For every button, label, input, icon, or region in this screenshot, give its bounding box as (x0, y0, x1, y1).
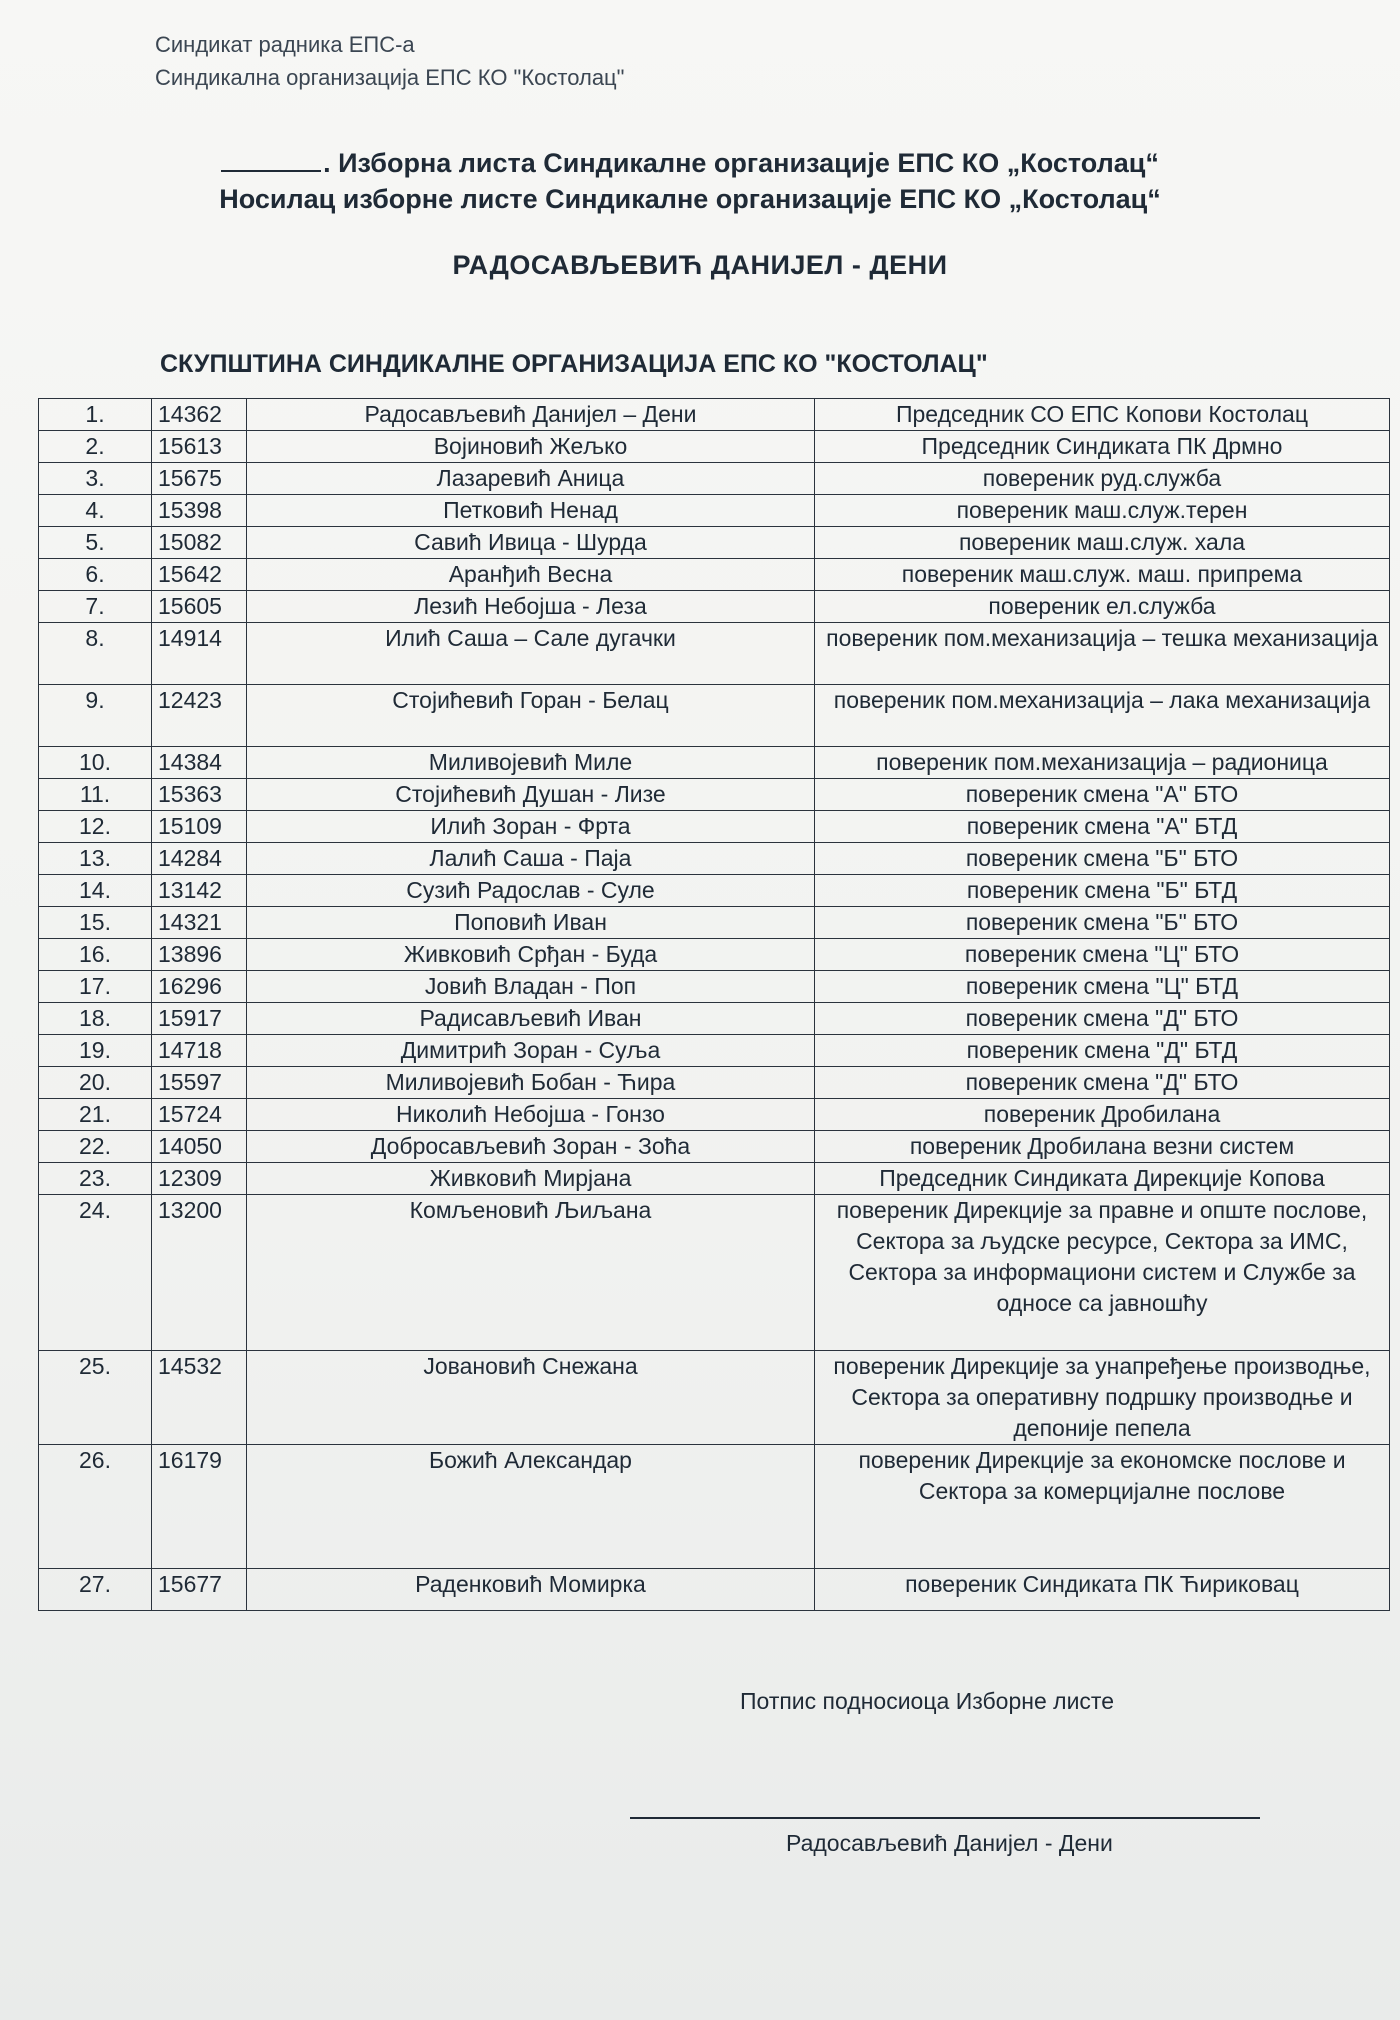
election-list-title-text: . Изборна листа Синдикалне организације ЕПС КО „Костолац“ (323, 148, 1159, 178)
member-id: 15613 (152, 431, 247, 463)
member-role: повереник Дирекције за економске послове и Сектора за комерцијалне послове (815, 1445, 1390, 1569)
member-role: Председник СО ЕПС Копови Костолац (815, 399, 1390, 431)
row-number: 2. (39, 431, 152, 463)
signature-name: Радосављевић Данијел - Дени (786, 1830, 1113, 1856)
table-row (39, 1195, 1390, 1351)
row-number: 26. (39, 1445, 152, 1569)
member-role: повереник смена "А" БТО (815, 779, 1390, 811)
member-name: Илић Зоран - Фрта (247, 811, 815, 843)
member-name: Сузић Радослав - Суле (247, 875, 815, 907)
row-number: 3. (39, 463, 152, 495)
member-id: 15724 (152, 1099, 247, 1131)
member-role: повереник ел.служба (815, 591, 1390, 623)
member-role: повереник маш.служ. маш. припрема (815, 559, 1390, 591)
member-id: 15677 (152, 1569, 247, 1611)
row-number: 13. (39, 843, 152, 875)
row-number: 11. (39, 779, 152, 811)
row-number: 14. (39, 875, 152, 907)
member-name: Илић Саша – Сале дугачки (247, 623, 815, 685)
row-number: 12. (39, 811, 152, 843)
member-role: повереник смена "Ц" БТД (815, 971, 1390, 1003)
table-row (39, 623, 1390, 685)
member-role: повереник маш.служ. хала (815, 527, 1390, 559)
table-row (39, 1351, 1390, 1445)
member-role: повереник Дирекције за правне и опште послове, Сектора за људске ресурсе, Сектора за ИМС, Сектора за информациони систем и Службе за односе са јавношћу (815, 1195, 1390, 1351)
member-id: 16179 (152, 1445, 247, 1569)
member-role: повереник смена "Б" БТО (815, 843, 1390, 875)
row-number: 16. (39, 939, 152, 971)
org-line-organization: Синдикална организација ЕПС КО "Костолац" (155, 65, 625, 90)
row-number: 27. (39, 1569, 152, 1611)
member-id: 14914 (152, 623, 247, 685)
member-id: 14284 (152, 843, 247, 875)
member-id: 13200 (152, 1195, 247, 1351)
table-row (39, 1569, 1390, 1611)
member-role: Председник Синдиката Дирекције Копова (815, 1163, 1390, 1195)
member-name: Јовановић Снежана (247, 1351, 815, 1445)
member-id: 15675 (152, 463, 247, 495)
member-role: повереник смена "Д" БТО (815, 1003, 1390, 1035)
signature-label: Потпис подносиоца Изборне листе (740, 1688, 1114, 1714)
table-row (39, 527, 1390, 559)
table-row (39, 1067, 1390, 1099)
row-number: 1. (39, 399, 152, 431)
member-role: повереник смена "Б" БТО (815, 907, 1390, 939)
row-number: 5. (39, 527, 152, 559)
table-row (39, 1099, 1390, 1131)
table-row (39, 843, 1390, 875)
organization-header (155, 28, 624, 94)
row-number: 8. (39, 623, 152, 685)
list-leader-name: РАДОСАВЉЕВИЋ ДАНИЈЕЛ - ДЕНИ (452, 250, 948, 280)
member-role: Председник Синдиката ПК Дрмно (815, 431, 1390, 463)
row-number: 23. (39, 1163, 152, 1195)
member-role: повереник пом.механизација – тешка механизација (815, 623, 1390, 685)
table-row (39, 495, 1390, 527)
member-id: 13142 (152, 875, 247, 907)
member-name: Стојићевић Горан - Белац (247, 685, 815, 747)
row-number: 9. (39, 685, 152, 747)
table-row (39, 463, 1390, 495)
member-role: повереник пом.механизација – лака механизација (815, 685, 1390, 747)
member-id: 14050 (152, 1131, 247, 1163)
member-role: повереник маш.служ.терен (815, 495, 1390, 527)
member-name: Савић Ивица - Шурда (247, 527, 815, 559)
member-name: Добросављевић Зоран - Зоћа (247, 1131, 815, 1163)
member-name: Радисављевић Иван (247, 1003, 815, 1035)
member-name: Николић Небојша - Гонзо (247, 1099, 815, 1131)
member-id: 15597 (152, 1067, 247, 1099)
row-number: 15. (39, 907, 152, 939)
member-role: повереник Дробилана (815, 1099, 1390, 1131)
member-name: Миливојевић Бобан - Ћира (247, 1067, 815, 1099)
table-row (39, 939, 1390, 971)
row-number: 4. (39, 495, 152, 527)
row-number: 17. (39, 971, 152, 1003)
member-id: 14718 (152, 1035, 247, 1067)
table-row (39, 399, 1390, 431)
member-id: 13896 (152, 939, 247, 971)
member-role: повереник Дробилана везни систем (815, 1131, 1390, 1163)
members-table-body (39, 399, 1390, 1611)
member-id: 12423 (152, 685, 247, 747)
table-row (39, 747, 1390, 779)
list-holder-title: Носилац изборне листе Синдикалне организације ЕПС КО „Костолац“ (219, 184, 1161, 214)
member-name: Лезић Небојша - Леза (247, 591, 815, 623)
member-id: 14532 (152, 1351, 247, 1445)
member-id: 15363 (152, 779, 247, 811)
member-id: 15109 (152, 811, 247, 843)
member-id: 14362 (152, 399, 247, 431)
member-name: Живковић Мирјана (247, 1163, 815, 1195)
member-name: Раденковић Момирка (247, 1569, 815, 1611)
member-name: Поповић Иван (247, 907, 815, 939)
member-name: Миливојевић Миле (247, 747, 815, 779)
row-number: 7. (39, 591, 152, 623)
member-id: 15917 (152, 1003, 247, 1035)
table-row (39, 971, 1390, 1003)
member-name: Стојићевић Душан - Лизе (247, 779, 815, 811)
member-name: Лазаревић Аница (247, 463, 815, 495)
member-id: 16296 (152, 971, 247, 1003)
table-row (39, 1003, 1390, 1035)
member-role: повереник пом.механизација – радионица (815, 747, 1390, 779)
row-number: 10. (39, 747, 152, 779)
row-number: 20. (39, 1067, 152, 1099)
member-name: Војиновић Жељко (247, 431, 815, 463)
row-number: 24. (39, 1195, 152, 1351)
table-row (39, 559, 1390, 591)
table-row (39, 1445, 1390, 1569)
table-row (39, 591, 1390, 623)
table-row (39, 779, 1390, 811)
member-name: Петковић Ненад (247, 495, 815, 527)
member-role: повереник руд.служба (815, 463, 1390, 495)
member-id: 14384 (152, 747, 247, 779)
member-id: 15082 (152, 527, 247, 559)
member-id: 15605 (152, 591, 247, 623)
member-name: Радосављевић Данијел – Дени (247, 399, 815, 431)
signature-line (630, 1817, 1260, 1819)
member-role: повереник Синдиката ПК Ћириковац (815, 1569, 1390, 1611)
row-number: 6. (39, 559, 152, 591)
assembly-heading: СКУПШТИНА СИНДИКАЛНЕ ОРГАНИЗАЦИЈА ЕПС КО "КОСТОЛАЦ" (160, 350, 988, 378)
member-name: Димитрић Зоран - Суља (247, 1035, 815, 1067)
row-number: 18. (39, 1003, 152, 1035)
table-row (39, 907, 1390, 939)
table-row (39, 431, 1390, 463)
member-role: повереник смена "А" БТД (815, 811, 1390, 843)
org-line-union: Синдикат радника ЕПС-а (155, 32, 415, 57)
table-row (39, 875, 1390, 907)
table-row (39, 685, 1390, 747)
list-number-blank (221, 148, 321, 172)
table-row (39, 1163, 1390, 1195)
member-role: повереник смена "Д" БТД (815, 1035, 1390, 1067)
member-name: Божић Александар (247, 1445, 815, 1569)
row-number: 19. (39, 1035, 152, 1067)
row-number: 25. (39, 1351, 152, 1445)
member-role: повереник Дирекције за унапређење производње, Сектора за оперативну подршку производње и депоније пепела (815, 1351, 1390, 1445)
election-list-title (0, 148, 1390, 179)
member-name: Јовић Владан - Поп (247, 971, 815, 1003)
row-number: 21. (39, 1099, 152, 1131)
table-row (39, 1035, 1390, 1067)
member-name: Лалић Саша - Паја (247, 843, 815, 875)
member-id: 14321 (152, 907, 247, 939)
member-id: 15398 (152, 495, 247, 527)
member-name: Аранђић Весна (247, 559, 815, 591)
table-row (39, 811, 1390, 843)
member-role: повереник смена "Д" БТО (815, 1067, 1390, 1099)
table-row (39, 1131, 1390, 1163)
members-table (38, 398, 1390, 1611)
member-name: Живковић Срђан - Буда (247, 939, 815, 971)
row-number: 22. (39, 1131, 152, 1163)
member-name: Комљеновић Љиљана (247, 1195, 815, 1351)
member-id: 12309 (152, 1163, 247, 1195)
member-id: 15642 (152, 559, 247, 591)
member-role: повереник смена "Ц" БТО (815, 939, 1390, 971)
member-role: повереник смена "Б" БТД (815, 875, 1390, 907)
